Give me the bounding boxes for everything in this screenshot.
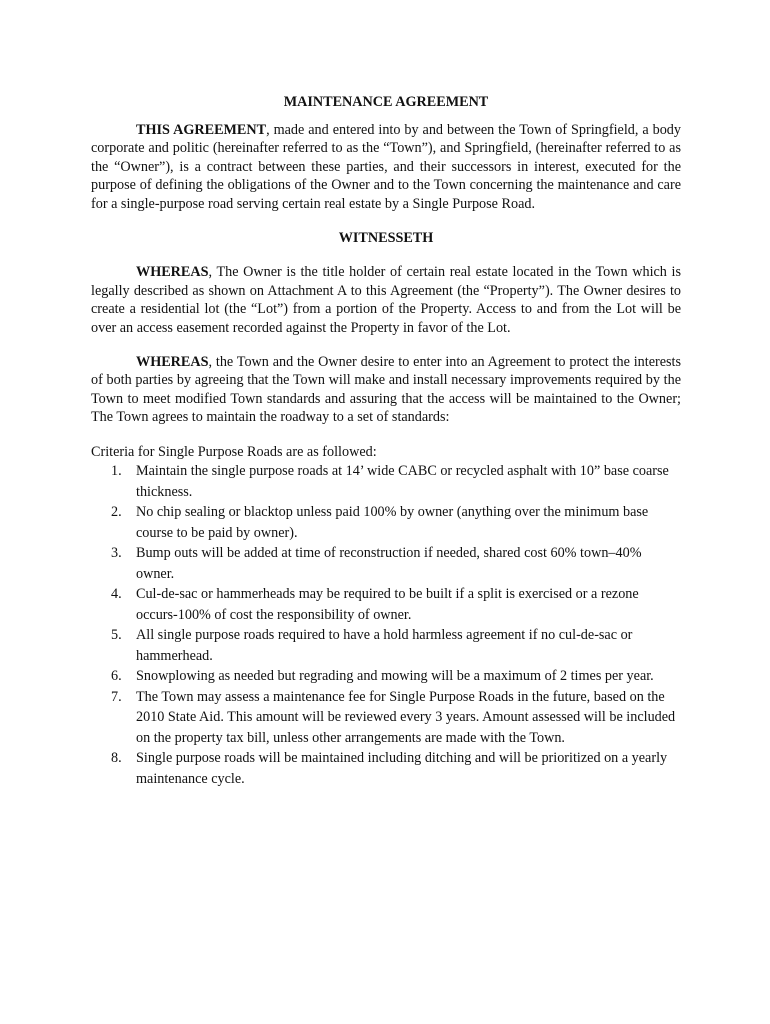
criteria-item-text: Bump outs will be added at time of reconstruction if needed, shared cost 60% town–40% owner. xyxy=(136,545,642,582)
whereas-text: , the Town and the Owner desire to enter into an Agreement to protect the interests of both parties by agreeing that the Town will make and install necessary improvements required by the Town to meet modified Town standards and assuring that the access will be maintained to the Owner; The Town agrees to maintain the roadway to a set of standards: xyxy=(91,354,681,426)
criteria-item-number: 1. xyxy=(111,463,122,480)
whereas-lead: WHEREAS xyxy=(136,264,209,281)
document-title: MAINTENANCE AGREEMENT xyxy=(283,94,489,110)
criteria-item-text: Single purpose roads will be maintained including ditching and will be prioritized on a yearly maintenance cycle. xyxy=(136,750,668,787)
criteria-item-number: 3. xyxy=(111,545,122,562)
criteria-intro: Criteria for Single Purpose Roads are as followed: xyxy=(91,443,377,460)
whereas-lead: WHEREAS xyxy=(136,354,209,371)
criteria-item-number: 2. xyxy=(111,504,122,521)
criteria-item xyxy=(91,687,681,749)
intro-lead: THIS AGREEMENT xyxy=(136,122,267,138)
criteria-item xyxy=(91,584,681,625)
criteria-item-text: No chip sealing or blacktop unless paid 100% by owner (anything over the minimum base course to be paid by owner). xyxy=(136,504,649,541)
whereas-paragraph-1 xyxy=(91,263,681,337)
intro-text: , made and entered into by and between the Town of Springfield, a body corporate and politic (hereinafter referred to as the “Town”), and Springfield, (hereinafter referred to as the “Owner”), is a contract between these parties, and their successors in interest, executed for the purpose of defining the obligations of the Owner and to the Town concerning the maintenance and care for a single-purpose road serving certain real estate by a Single Purpose Road. xyxy=(91,122,681,212)
criteria-item-text: All single purpose roads required to have a hold harmless agreement if no cul-de-sac or hammerhead. xyxy=(136,627,633,664)
criteria-item xyxy=(91,543,681,584)
criteria-item-number: 7. xyxy=(111,688,122,705)
criteria-item-text: Snowplowing as needed but regrading and mowing will be a maximum of 2 times per year. xyxy=(136,668,654,685)
criteria-item-text: The Town may assess a maintenance fee for Single Purpose Roads in the future, based on the 2010 State Aid. This amount will be reviewed every 3 years. Amount assessed will be included on the property tax bill, unless other arrangements are made with the Town. xyxy=(136,688,676,746)
whereas-paragraph-2 xyxy=(91,353,681,427)
criteria-item-number: 8. xyxy=(111,750,122,767)
criteria-item-number: 4. xyxy=(111,586,122,603)
criteria-item-text: Cul-de-sac or hammerheads may be required to be built if a split is exercised or a rezone occurs-100% of cost the responsibility of owner. xyxy=(136,586,639,623)
criteria-item xyxy=(91,748,681,789)
criteria-item xyxy=(91,625,681,666)
criteria-item xyxy=(91,666,681,687)
criteria-item-number: 6. xyxy=(111,668,122,685)
criteria-item-number: 5. xyxy=(111,627,122,644)
criteria-list xyxy=(91,461,681,789)
criteria-item xyxy=(91,461,681,502)
criteria-item-text: Maintain the single purpose roads at 14’ wide CABC or recycled asphalt with 10” base coarse thickness. xyxy=(136,463,669,500)
document-body xyxy=(91,93,681,789)
intro-paragraph xyxy=(91,121,681,213)
whereas-text: , The Owner is the title holder of certain real estate located in the Town which is legally described as shown on Attachment A to this Agreement (the “Property”). The Owner desires to create a residential lot (the “Lot”) from a portion of the Property. Access to and from the Lot will be over an access easement recorded against the Property in favor of the Lot. xyxy=(91,264,681,336)
witnesseth-heading: WITNESSETH xyxy=(338,230,434,247)
criteria-item xyxy=(91,502,681,543)
